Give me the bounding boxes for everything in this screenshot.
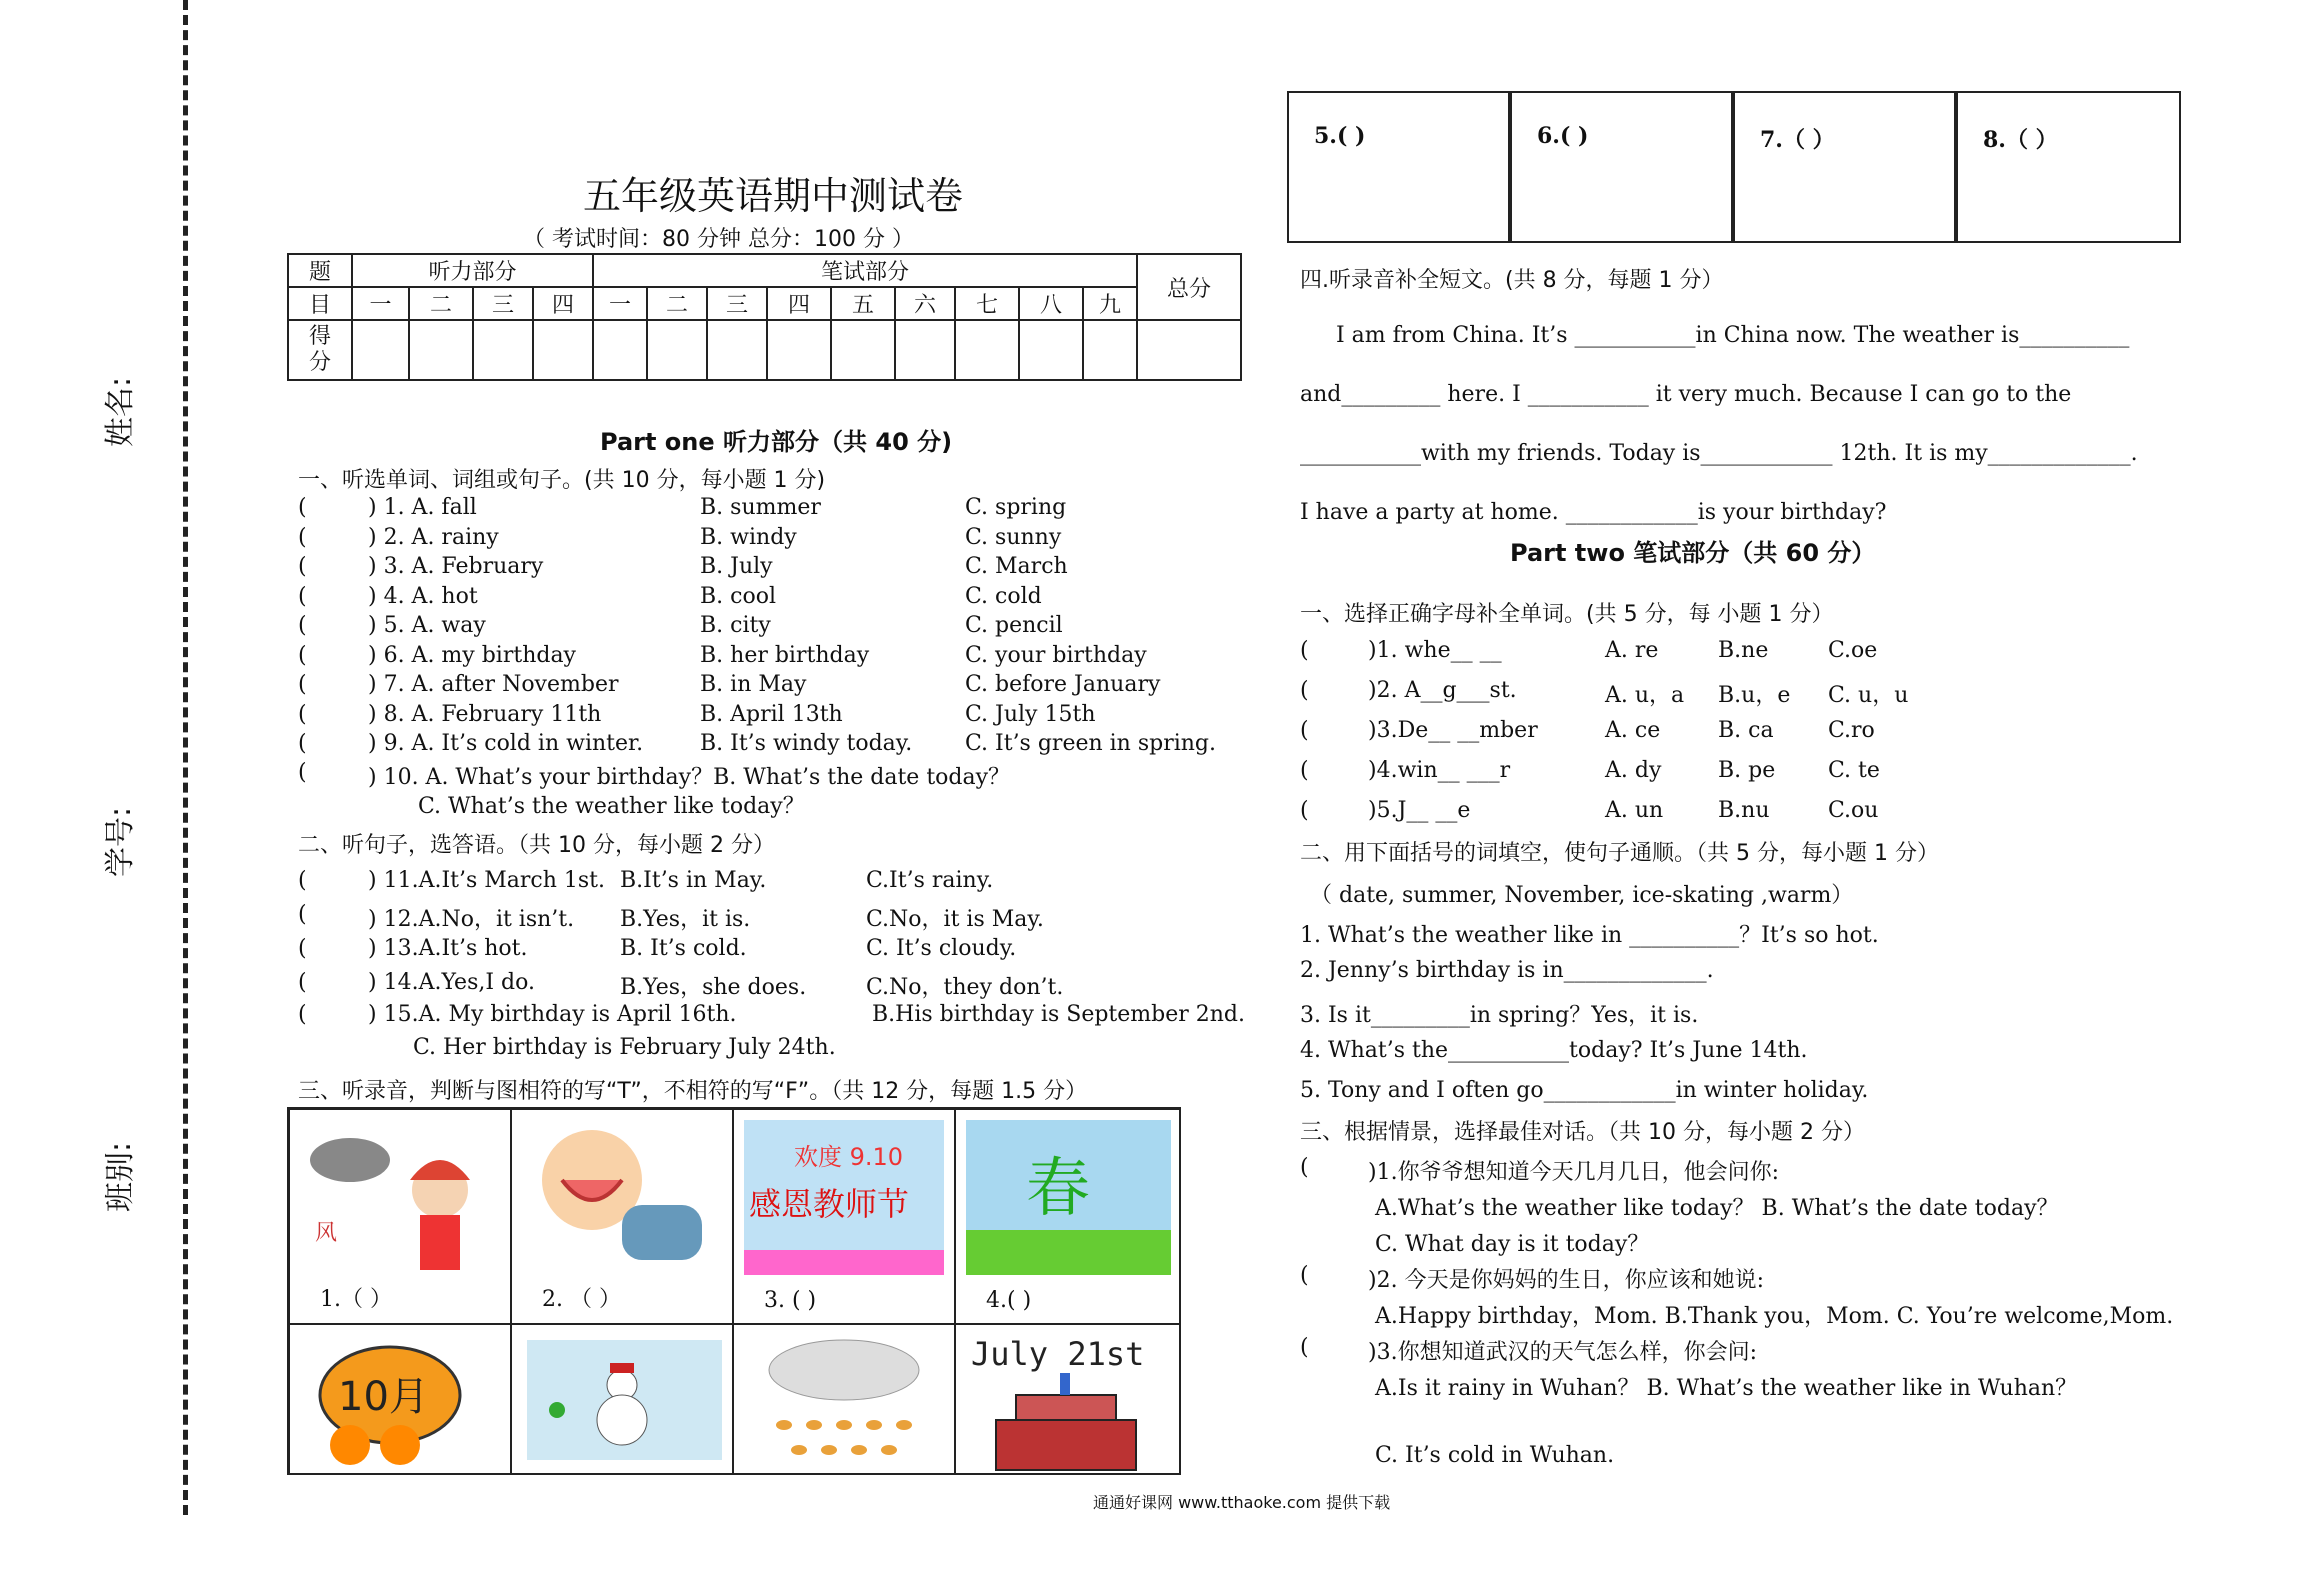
- answer-box-5[interactable]: 5.( ): [1287, 91, 1510, 243]
- s1-item-paren: (: [298, 701, 307, 727]
- windy-girl-picture: [289, 1109, 511, 1324]
- october-pumpkin-picture: [289, 1324, 511, 1475]
- w1-item-option-a: A. re: [1605, 638, 1659, 663]
- s1-item-paren: (: [298, 731, 307, 756]
- w1-item-option-b: B. ca: [1718, 718, 1774, 743]
- w3-q3-option-c: C. It’s cold in Wuhan.: [1375, 1443, 1615, 1468]
- w3-heading: 三、根据情景，选择最佳对话。（共 10 分，每小题 2 分）: [1300, 1120, 1865, 1145]
- s2-item-paren: (: [298, 936, 307, 961]
- paren: (: [298, 1002, 307, 1027]
- pic-answer-2[interactable]: 2. （ ）: [542, 1287, 621, 1312]
- w3-q1: )1.你爷爷想知道今天几月几日，他会问你:: [1368, 1160, 1779, 1185]
- s1-item-option-b: B. in May: [700, 672, 807, 697]
- s1-item-option-c: C. pencil: [965, 613, 1063, 638]
- s1-item-option-b: B. city: [700, 613, 771, 638]
- s1-item-option-a: ) 5. A. way: [368, 613, 486, 638]
- col-label: 一: [593, 287, 647, 320]
- passage-line-4: I have a party at home. ____________is your birthday?: [1300, 500, 1887, 525]
- s1-item-option-a: ) 6. A. my birthday: [368, 642, 576, 668]
- w1-item-question: )3.De__ __mber: [1368, 718, 1538, 743]
- s1-item-option-c: C. spring: [965, 495, 1067, 520]
- s2-item-option-c: C. It’s cloudy.: [866, 936, 1017, 961]
- s1-item-option-b: B. summer: [700, 495, 821, 520]
- col-label: 三: [707, 287, 767, 320]
- col-label: 四: [533, 287, 593, 320]
- col-label: 四: [767, 287, 831, 320]
- s2-item-paren: (: [298, 902, 307, 927]
- s1-item-option-a: ) 4. A. hot: [368, 583, 478, 609]
- s1-item-option-c: C. your birthday: [965, 642, 1147, 668]
- baby-picture: [511, 1109, 733, 1324]
- score-cell[interactable]: [647, 320, 707, 380]
- col-label: 二: [647, 287, 707, 320]
- score-cell[interactable]: [409, 320, 473, 380]
- item10-option-c: C. What’s the weather like today？: [418, 794, 805, 819]
- paren: (: [298, 760, 307, 785]
- w2-item-5: 5. Tony and I often go____________in winter holiday.: [1300, 1078, 1869, 1103]
- w1-item-paren: (: [1300, 678, 1309, 703]
- s1-item-option-b: B. It’s windy today.: [700, 731, 913, 756]
- exam-info: （ 考试时间：80 分钟 总分：100 分 ）: [523, 227, 914, 252]
- col-label: 九: [1083, 287, 1137, 320]
- pic-answer-3[interactable]: 3. ( ): [764, 1288, 817, 1313]
- svg-text:感恩教师节: 感恩教师节: [749, 1185, 910, 1223]
- writing-header: 笔试部分: [593, 254, 1137, 287]
- item15-option-b: B.His birthday is September 2nd.: [872, 1002, 1246, 1027]
- score-cell[interactable]: [707, 320, 767, 380]
- w2-item-1: 1. What’s the weather like in __________？It’s so hot.: [1300, 923, 1879, 948]
- w1-item-paren: (: [1300, 798, 1309, 823]
- score-header-cell: 题: [288, 254, 352, 287]
- s2-item-option-a: ) 11.A.It’s March 1st.: [368, 868, 606, 893]
- col-label: 五: [831, 287, 895, 320]
- s2-item-option-b: B.Yes，it is.: [620, 907, 751, 932]
- score-cell[interactable]: [1083, 320, 1137, 380]
- item10-options: ) 10. A. What’s your birthday？B. What’s the date today？: [368, 765, 1011, 790]
- score-cell[interactable]: [533, 320, 593, 380]
- s1-item-option-c: C. March: [965, 554, 1068, 579]
- w2-word-bank: （ date, summer, November, ice-skating ,warm）: [1310, 883, 1854, 908]
- s1-item-paren: (: [298, 554, 307, 579]
- s1-item-option-c: C. July 15th: [965, 701, 1096, 727]
- col-label: 七: [955, 287, 1019, 320]
- total-header: 总分: [1137, 254, 1241, 320]
- section4-heading: 四.听录音补全短文。(共 8 分，每题 1 分）: [1300, 268, 1724, 293]
- score-cell[interactable]: [955, 320, 1019, 380]
- pumpkin-icon: [290, 1325, 511, 1475]
- w1-item-option-a: A. u，a: [1605, 683, 1685, 708]
- s2-item-option-c: C.No，it is May.: [866, 907, 1044, 932]
- w3-q2-options: A.Happy birthday，Mom. B.Thank you，Mom. C. You’re welcome,Mom.: [1375, 1304, 2174, 1329]
- w1-item-option-c: C.oe: [1828, 638, 1878, 663]
- w1-item-paren: (: [1300, 718, 1309, 743]
- score-cell[interactable]: [1137, 320, 1241, 380]
- passage-line-2: and_________ here. I ___________ it very much. Because I can go to the: [1300, 382, 2072, 407]
- w1-item-question: )5.J__ __e: [1368, 798, 1471, 823]
- s2-item-option-c: C.It’s rainy.: [866, 868, 994, 893]
- section2-heading: 二、听句子，选答语。（共 10 分，每小题 2 分）: [298, 833, 775, 858]
- s1-item-paren: (: [298, 583, 307, 609]
- s1-item-option-b: B. July: [700, 554, 773, 579]
- s1-item-option-b: B. her birthday: [700, 642, 870, 668]
- pic-answer-1[interactable]: 1.（ ）: [320, 1287, 392, 1312]
- s1-item-option-a: ) 9. A. It’s cold in winter.: [368, 731, 644, 756]
- w1-item-option-a: A. ce: [1605, 718, 1661, 743]
- w1-item-option-c: C. u，u: [1828, 683, 1909, 708]
- answer-box-6[interactable]: 6.( ): [1510, 91, 1733, 243]
- s1-item-option-c: C. before January: [965, 672, 1161, 697]
- answer-box-7[interactable]: 7.（ ）: [1733, 91, 1956, 243]
- score-cell[interactable]: [895, 320, 955, 380]
- part-two-heading: Part two 笔试部分（共 60 分）: [1510, 539, 1876, 567]
- student-id-label: 学号:: [103, 806, 139, 878]
- w2-item-3: 3. Is it_________in spring？Yes，it is.: [1300, 1003, 1699, 1028]
- s2-item-option-a: ) 12.A.No，it isn’t.: [368, 907, 575, 932]
- w1-item-option-a: A. dy: [1605, 758, 1662, 783]
- w1-item-paren: (: [1300, 638, 1309, 663]
- s1-item-paren: (: [298, 495, 307, 520]
- answer-box-8[interactable]: 8.（ ）: [1956, 91, 2181, 243]
- svg-text:10月: 10月: [338, 1374, 429, 1420]
- w1-item-option-b: B. pe: [1718, 758, 1776, 783]
- s1-item-paren: (: [298, 524, 307, 550]
- s1-item-option-c: C. sunny: [965, 524, 1062, 550]
- section3-heading: 三、听录音，判断与图相符的写“T”，不相符的写“F”。（共 12 分，每题 1.5 分）: [298, 1079, 1088, 1104]
- part-one-heading: Part one 听力部分（共 40 分): [600, 428, 953, 456]
- s2-item-option-a: ) 13.A.It’s hot.: [368, 936, 528, 961]
- col-label: 六: [895, 287, 955, 320]
- w1-item-option-b: B.ne: [1718, 638, 1769, 663]
- w3-q1-option-c: C. What day is it today？: [1375, 1232, 1650, 1257]
- s1-item-option-c: C. It’s green in spring.: [965, 731, 1217, 756]
- snowman-picture: [511, 1324, 733, 1475]
- col-label: 三: [473, 287, 533, 320]
- s1-item-option-a: ) 7. A. after November: [368, 672, 619, 697]
- s2-item-paren: (: [298, 868, 307, 893]
- s2-item-option-c: C.No，they don’t.: [866, 975, 1064, 1000]
- baby-icon: [512, 1110, 733, 1280]
- s1-item-option-a: ) 8. A. February 11th: [368, 701, 602, 727]
- s1-item-paren: (: [298, 613, 307, 638]
- s1-item-paren: (: [298, 642, 307, 668]
- svg-text:欢度 9.10: 欢度 9.10: [794, 1143, 904, 1171]
- score-table: [287, 253, 1242, 381]
- col-label: 二: [409, 287, 473, 320]
- s2-item-option-a: ) 14.A.Yes,I do.: [368, 970, 535, 995]
- teachers-day-picture: [733, 1109, 955, 1324]
- s1-item-paren: (: [298, 672, 307, 697]
- w2-item-2: 2. Jenny’s birthday is in_____________.: [1300, 958, 1714, 983]
- w2-item-4: 4. What’s the___________today? It’s June 14th.: [1300, 1038, 1808, 1063]
- teachers-day-icon: [734, 1110, 955, 1280]
- passage-line-1: I am from China. It’s ___________in China now. The weather is__________: [1336, 323, 2130, 348]
- w1-item-option-b: B.u，e: [1718, 683, 1791, 708]
- listening-header: 听力部分: [352, 254, 593, 287]
- spring-icon: [956, 1110, 1181, 1280]
- w3-q1-options: A.What’s the weather like today？ B. What’s the date today？: [1375, 1196, 2059, 1221]
- birthday-cake-icon: [956, 1325, 1181, 1475]
- item15-option-c: C. Her birthday is February July 24th.: [413, 1035, 836, 1060]
- passage-line-3: ___________with my friends. Today is____________ 12th. It is my_____________.: [1300, 441, 2138, 466]
- score-cell[interactable]: [767, 320, 831, 380]
- w1-item-paren: (: [1300, 758, 1309, 783]
- w3-q3: )3.你想知道武汉的天气怎么样，你会问:: [1368, 1340, 1757, 1365]
- item15-option-a: ) 15.A. My birthday is April 16th.: [368, 1002, 737, 1027]
- s1-item-option-b: B. windy: [700, 524, 797, 550]
- s2-item-paren: (: [298, 970, 307, 995]
- score-cell[interactable]: [593, 320, 647, 380]
- score-row-label: 得 分: [288, 320, 352, 380]
- s1-item-option-c: C. cold: [965, 583, 1042, 609]
- w1-item-question: )4.win__ ___r: [1368, 758, 1511, 783]
- paren: (: [1300, 1335, 1309, 1360]
- paren: (: [1300, 1155, 1309, 1180]
- w1-item-option-c: C.ou: [1828, 798, 1879, 823]
- w2-heading: 二、用下面括号的词填空，使句子通顺。（共 5 分，每小题 1 分）: [1300, 841, 1939, 866]
- s2-item-option-b: B.It’s in May.: [620, 868, 767, 893]
- snowman-icon: [512, 1325, 733, 1475]
- svg-text:春: 春: [1026, 1152, 1090, 1226]
- s2-item-option-b: B. It’s cold.: [620, 936, 747, 961]
- w1-heading: 一、选择正确字母补全单词。(共 5 分，每 小题 1 分）: [1300, 602, 1834, 627]
- s1-item-option-a: ) 2. A. rainy: [368, 524, 499, 550]
- picture-grid: [287, 1107, 1181, 1475]
- rain-cloud-icon: [734, 1325, 955, 1475]
- footer-source: 通通好课网 www.tthaoke.com 提供下载: [1093, 1493, 1391, 1512]
- w1-item-question: )1. whe__ __: [1368, 638, 1502, 663]
- col-label: 一: [352, 287, 409, 320]
- score-cell[interactable]: [1019, 320, 1083, 380]
- w3-q3-options: A.Is it rainy in Wuhan？ B. What’s the weather like in Wuhan？: [1375, 1376, 2078, 1401]
- score-header-cell: 目: [288, 287, 352, 320]
- s2-item-option-b: B.Yes，she does.: [620, 975, 807, 1000]
- paren: (: [1300, 1263, 1309, 1288]
- score-cell[interactable]: [352, 320, 409, 380]
- s1-item-option-b: B. cool: [700, 583, 777, 609]
- page-title: 五年级英语期中测试卷: [583, 174, 964, 218]
- pic-answer-4[interactable]: 4.( ): [986, 1288, 1032, 1313]
- windy-girl-icon: [290, 1110, 511, 1280]
- binding-dashed-line: [183, 0, 188, 1515]
- s1-item-option-a: ) 3. A. February: [368, 554, 544, 579]
- spring-picture: [955, 1109, 1181, 1324]
- col-label: 八: [1019, 287, 1083, 320]
- w1-item-option-c: C.ro: [1828, 718, 1875, 743]
- name-label: 姓名:: [103, 376, 139, 448]
- score-cell[interactable]: [473, 320, 533, 380]
- w1-item-option-c: C. te: [1828, 758, 1880, 783]
- w1-item-question: )2. A__g___st.: [1368, 678, 1517, 703]
- birthday-cake-picture: [955, 1324, 1181, 1475]
- score-cell[interactable]: [831, 320, 895, 380]
- svg-text:July 21st: July 21st: [971, 1335, 1145, 1373]
- rain-cloud-picture: [733, 1324, 955, 1475]
- w1-item-option-a: A. un: [1605, 798, 1664, 823]
- section1-heading: 一、听选单词、词组或句子。(共 10 分，每小题 1 分): [298, 468, 826, 493]
- w1-item-option-b: B.nu: [1718, 798, 1770, 823]
- s1-item-option-b: B. April 13th: [700, 701, 843, 727]
- class-label: 班别:: [103, 1141, 139, 1213]
- w3-q2: )2. 今天是你妈妈的生日，你应该和她说:: [1368, 1268, 1764, 1293]
- s1-item-option-a: ) 1. A. fall: [368, 495, 477, 520]
- svg-text:风: 风: [315, 1221, 338, 1246]
